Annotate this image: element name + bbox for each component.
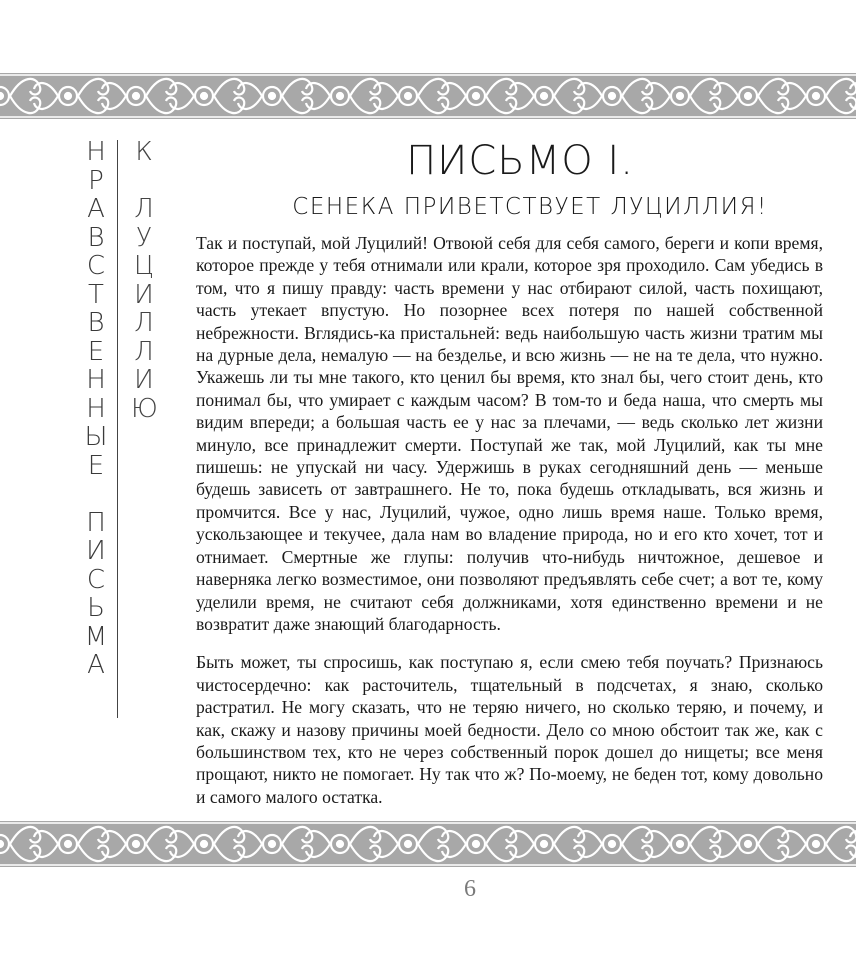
side-title-letter: В [87, 308, 105, 338]
side-title-letter: П [86, 507, 106, 538]
side-title-letter: А [87, 650, 105, 680]
side-title-letter: Е [87, 336, 105, 367]
paragraph: Так и поступай, мой Луцилий! Отвоюй себя для себя самого, береги и копи время, которое прежде у тебя отнимали или крали, которое зря проходило. Сам убедись в том, что я пишу правду: часть времени у нас отбирают силой, часть похищают, часть утекает впустую. Но позорнее всех потеря по нашей собственной небрежности. Вглядись-ка пристальней: ведь наибольшую часть жизни тратим мы на дурные дела, немалую — на безделье, и всю жизнь — не на те дела, что нужно. Укажешь ли ты мне такого, кто ценил бы время, кто знал бы, чего стоит день, кто понимал бы, что умирает с каждым часом? В том-то и беда наша, что смерть мы видим впереди; а большая часть ее у нас за плечами, — ведь сколько лет жизни минуло, все принадлежит смерти. Поступай же так, мой Луцилий, как ты мне пишешь: не упускай ни часу. Удержишь в руках сегодняшний день — меньше будешь зависеть от завтрашнего. Не то, пока будешь откладывать, вся жизнь и промчится. Все у нас, Луцилий, чужое, одно лишь время наше. Только время, ускользающее и текучее, дала нам во владение природа, но и его кто хочет, тот и отнимает. Смертные же глупы: получив что-нибудь ничтожное, дешевое и наверняка легко возместимое, они позволяют предъявлять себе счет; а вот те, кому уделили время, не считают себя должниками, хотя единственно времени и не возвратит даже знающий благодарность. [196, 233, 823, 634]
side-title-letter: В [87, 222, 105, 253]
side-divider-line [117, 140, 118, 718]
side-subtitle-letter: Л [134, 336, 154, 367]
side-subtitle-letter: Л [134, 308, 154, 338]
side-title-letter: Т [88, 279, 104, 310]
page-number: 6 [464, 876, 476, 902]
bottom-ornament-border [0, 815, 856, 873]
side-subtitle-letter: У [136, 222, 152, 253]
side-subtitle-letter [131, 167, 157, 196]
side-title-letter: Н [86, 393, 106, 424]
side-subtitle-letter: Ц [133, 251, 155, 281]
ornament-band [0, 821, 856, 867]
side-title-letter: Н [86, 365, 106, 395]
side-title-letter: С [86, 564, 106, 595]
side-title-letter: М [84, 621, 108, 652]
side-subtitle-letter: И [134, 279, 154, 310]
side-title-letter: И [86, 536, 106, 566]
side-title-letter: Е [87, 450, 105, 481]
side-title-letter: С [86, 251, 106, 281]
letter-subtitle: СЕНЕКА ПРИВЕТСТВУЕТ ЛУЦИЛЛИЯ! [292, 194, 768, 220]
paragraph: Быть может, ты спросишь, как поступаю я, если смею тебя поучать? Признаюсь чистосердечно: как расточитель, тщательный в подсчетах, я знаю, сколько растратил. Не могу сказать, что не теряю ничего, но сколько теряю, и почему, и как, скажу и назову причины моей бедности. Дело со мною обстоит так же, как с большинством тех, кто не через собственный порок дошел до нищеты; все меня прощают, никто не помогает. Ну так что ж? По-моему, не беден тот, кому довольно и самого малого остатка. [196, 652, 823, 807]
side-title-letter: А [87, 194, 105, 224]
side-subtitle-letter: И [134, 365, 154, 395]
side-title-letter: Ы [84, 422, 108, 452]
side-subtitle-letter: Ю [131, 393, 158, 424]
letter-body [196, 232, 823, 808]
side-title-letter: Ь [87, 593, 105, 623]
ornament-band [0, 73, 856, 119]
side-title-letter: Р [88, 165, 104, 196]
top-ornament-border [0, 67, 856, 125]
side-title-letter [83, 480, 109, 509]
side-title-letter: Н [86, 137, 106, 167]
side-subtitle-vertical [131, 138, 157, 423]
letter-title: ПИСЬМО I. [406, 138, 634, 184]
side-subtitle-letter: К [135, 137, 153, 167]
side-subtitle-letter: Л [134, 194, 154, 224]
side-title-vertical [83, 138, 109, 680]
